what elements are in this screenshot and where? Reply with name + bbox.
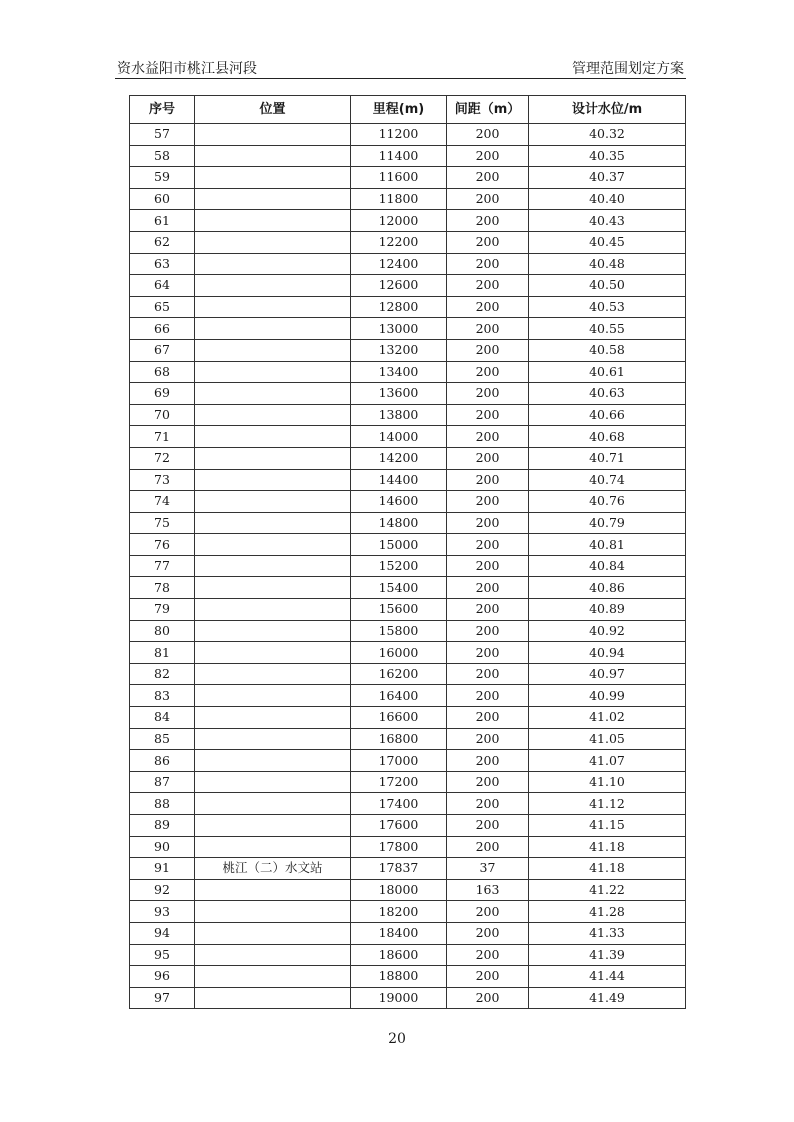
cell-location — [195, 339, 351, 361]
header-section-title: 管理范围划定方案 — [572, 61, 684, 77]
cell-location — [195, 210, 351, 232]
cell-spacing: 200 — [447, 771, 529, 793]
cell-water-level: 40.84 — [529, 555, 686, 577]
cell-water-level: 40.40 — [529, 188, 686, 210]
cell-location — [195, 469, 351, 491]
cell-seq: 72 — [130, 447, 195, 469]
cell-water-level: 40.55 — [529, 318, 686, 340]
cell-water-level: 40.86 — [529, 577, 686, 599]
cell-seq: 91 — [130, 858, 195, 880]
cell-spacing: 200 — [447, 296, 529, 318]
cell-seq: 86 — [130, 750, 195, 772]
column-header-location: 位置 — [195, 96, 351, 124]
cell-seq: 80 — [130, 620, 195, 642]
cell-location — [195, 383, 351, 405]
cell-mileage: 14400 — [351, 469, 447, 491]
cell-location — [195, 620, 351, 642]
table-row — [130, 534, 686, 556]
cell-water-level: 40.61 — [529, 361, 686, 383]
table-row — [130, 404, 686, 426]
cell-mileage: 13400 — [351, 361, 447, 383]
table-row — [130, 555, 686, 577]
cell-water-level: 41.02 — [529, 707, 686, 729]
cell-seq: 93 — [130, 901, 195, 923]
cell-spacing: 200 — [447, 707, 529, 729]
cell-location — [195, 685, 351, 707]
water-level-table — [129, 95, 686, 1009]
cell-water-level: 40.68 — [529, 426, 686, 448]
cell-water-level: 40.92 — [529, 620, 686, 642]
cell-seq: 77 — [130, 555, 195, 577]
table-body — [130, 124, 686, 1009]
cell-seq: 82 — [130, 663, 195, 685]
cell-seq: 60 — [130, 188, 195, 210]
cell-seq: 59 — [130, 167, 195, 189]
cell-seq: 83 — [130, 685, 195, 707]
cell-mileage: 14800 — [351, 512, 447, 534]
cell-mileage: 11200 — [351, 124, 447, 146]
cell-seq: 96 — [130, 966, 195, 988]
cell-water-level: 41.33 — [529, 922, 686, 944]
cell-mileage: 18400 — [351, 922, 447, 944]
cell-seq: 85 — [130, 728, 195, 750]
cell-location — [195, 707, 351, 729]
cell-spacing: 200 — [447, 836, 529, 858]
cell-spacing: 200 — [447, 577, 529, 599]
cell-location — [195, 253, 351, 275]
table-row — [130, 275, 686, 297]
cell-spacing: 200 — [447, 534, 529, 556]
table-row — [130, 879, 686, 901]
cell-water-level: 40.74 — [529, 469, 686, 491]
cell-spacing: 200 — [447, 383, 529, 405]
cell-location — [195, 188, 351, 210]
cell-water-level: 40.48 — [529, 253, 686, 275]
cell-water-level: 41.18 — [529, 836, 686, 858]
cell-spacing: 200 — [447, 145, 529, 167]
cell-spacing: 200 — [447, 339, 529, 361]
cell-location — [195, 750, 351, 772]
cell-spacing: 200 — [447, 555, 529, 577]
cell-location — [195, 599, 351, 621]
cell-water-level: 40.66 — [529, 404, 686, 426]
cell-mileage: 17400 — [351, 793, 447, 815]
cell-location — [195, 404, 351, 426]
cell-mileage: 18600 — [351, 944, 447, 966]
cell-seq: 95 — [130, 944, 195, 966]
cell-spacing: 200 — [447, 685, 529, 707]
cell-seq: 84 — [130, 707, 195, 729]
cell-seq: 69 — [130, 383, 195, 405]
cell-spacing: 200 — [447, 987, 529, 1009]
cell-location — [195, 275, 351, 297]
table-row — [130, 685, 686, 707]
cell-seq: 66 — [130, 318, 195, 340]
table-row — [130, 167, 686, 189]
cell-water-level: 40.76 — [529, 491, 686, 513]
cell-seq: 78 — [130, 577, 195, 599]
cell-location — [195, 145, 351, 167]
cell-location — [195, 836, 351, 858]
cell-mileage: 15600 — [351, 599, 447, 621]
cell-location — [195, 426, 351, 448]
cell-seq: 57 — [130, 124, 195, 146]
cell-location — [195, 815, 351, 837]
table-row — [130, 491, 686, 513]
cell-mileage: 11600 — [351, 167, 447, 189]
cell-water-level: 41.10 — [529, 771, 686, 793]
cell-water-level: 41.44 — [529, 966, 686, 988]
cell-seq: 75 — [130, 512, 195, 534]
cell-water-level: 40.32 — [529, 124, 686, 146]
cell-mileage: 17837 — [351, 858, 447, 880]
cell-location — [195, 577, 351, 599]
cell-seq: 90 — [130, 836, 195, 858]
cell-spacing: 200 — [447, 361, 529, 383]
cell-location — [195, 793, 351, 815]
cell-location — [195, 901, 351, 923]
cell-mileage: 12000 — [351, 210, 447, 232]
cell-mileage: 13200 — [351, 339, 447, 361]
table-row — [130, 707, 686, 729]
table-row — [130, 426, 686, 448]
column-header-seq: 序号 — [130, 96, 195, 124]
page-header — [115, 56, 686, 79]
cell-seq: 87 — [130, 771, 195, 793]
cell-water-level: 41.12 — [529, 793, 686, 815]
cell-seq: 64 — [130, 275, 195, 297]
cell-mileage: 13800 — [351, 404, 447, 426]
table-row — [130, 858, 686, 880]
table-row — [130, 469, 686, 491]
cell-location — [195, 447, 351, 469]
table-row — [130, 836, 686, 858]
cell-spacing: 200 — [447, 275, 529, 297]
cell-spacing: 200 — [447, 512, 529, 534]
cell-water-level: 41.28 — [529, 901, 686, 923]
header-document-title: 资水益阳市桃江县河段 — [117, 61, 257, 77]
cell-seq: 68 — [130, 361, 195, 383]
table-row — [130, 210, 686, 232]
cell-seq: 94 — [130, 922, 195, 944]
cell-spacing: 37 — [447, 858, 529, 880]
cell-spacing: 200 — [447, 426, 529, 448]
cell-spacing: 200 — [447, 944, 529, 966]
cell-location — [195, 922, 351, 944]
cell-mileage: 16600 — [351, 707, 447, 729]
cell-mileage: 16200 — [351, 663, 447, 685]
table-row — [130, 361, 686, 383]
cell-spacing: 200 — [447, 210, 529, 232]
cell-water-level: 40.35 — [529, 145, 686, 167]
cell-spacing: 200 — [447, 620, 529, 642]
cell-mileage: 14600 — [351, 491, 447, 513]
table-row — [130, 944, 686, 966]
cell-spacing: 200 — [447, 124, 529, 146]
table-row — [130, 339, 686, 361]
cell-mileage: 18000 — [351, 879, 447, 901]
cell-mileage: 17200 — [351, 771, 447, 793]
cell-spacing: 200 — [447, 663, 529, 685]
cell-spacing: 200 — [447, 469, 529, 491]
cell-mileage: 17800 — [351, 836, 447, 858]
cell-location — [195, 534, 351, 556]
cell-location — [195, 987, 351, 1009]
cell-water-level: 41.07 — [529, 750, 686, 772]
cell-mileage: 17600 — [351, 815, 447, 837]
cell-water-level: 40.50 — [529, 275, 686, 297]
cell-seq: 70 — [130, 404, 195, 426]
column-header-spacing: 间距（m） — [447, 96, 529, 124]
cell-mileage: 18200 — [351, 901, 447, 923]
table-row — [130, 145, 686, 167]
cell-location — [195, 966, 351, 988]
cell-seq: 73 — [130, 469, 195, 491]
cell-water-level: 40.37 — [529, 167, 686, 189]
cell-mileage: 18800 — [351, 966, 447, 988]
cell-mileage: 12800 — [351, 296, 447, 318]
cell-location — [195, 491, 351, 513]
cell-location — [195, 512, 351, 534]
cell-mileage: 15400 — [351, 577, 447, 599]
cell-mileage: 16000 — [351, 642, 447, 664]
cell-water-level: 40.63 — [529, 383, 686, 405]
table-row — [130, 318, 686, 340]
table-row — [130, 728, 686, 750]
table-row — [130, 447, 686, 469]
cell-mileage: 19000 — [351, 987, 447, 1009]
cell-location — [195, 879, 351, 901]
table-row — [130, 620, 686, 642]
table-row — [130, 124, 686, 146]
cell-mileage: 13600 — [351, 383, 447, 405]
cell-mileage: 11400 — [351, 145, 447, 167]
column-header-mileage: 里程(m) — [351, 96, 447, 124]
cell-mileage: 15000 — [351, 534, 447, 556]
cell-seq: 67 — [130, 339, 195, 361]
table-row — [130, 512, 686, 534]
cell-mileage: 14000 — [351, 426, 447, 448]
column-header-design-water-level: 设计水位/m — [529, 96, 686, 124]
cell-seq: 63 — [130, 253, 195, 275]
table-row — [130, 577, 686, 599]
cell-water-level: 40.89 — [529, 599, 686, 621]
cell-mileage: 12200 — [351, 231, 447, 253]
table-row — [130, 599, 686, 621]
table-row — [130, 383, 686, 405]
cell-location — [195, 555, 351, 577]
cell-spacing: 200 — [447, 491, 529, 513]
cell-water-level: 41.15 — [529, 815, 686, 837]
cell-seq: 97 — [130, 987, 195, 1009]
cell-location — [195, 663, 351, 685]
cell-water-level: 40.53 — [529, 296, 686, 318]
cell-location — [195, 944, 351, 966]
cell-location: 桃江（二）水文站 — [195, 858, 351, 880]
cell-mileage: 15800 — [351, 620, 447, 642]
cell-seq: 89 — [130, 815, 195, 837]
cell-location — [195, 296, 351, 318]
table-row — [130, 231, 686, 253]
cell-location — [195, 771, 351, 793]
table-row — [130, 922, 686, 944]
cell-seq: 71 — [130, 426, 195, 448]
cell-spacing: 200 — [447, 642, 529, 664]
cell-water-level: 41.49 — [529, 987, 686, 1009]
cell-location — [195, 728, 351, 750]
table-row — [130, 815, 686, 837]
cell-spacing: 200 — [447, 404, 529, 426]
cell-spacing: 200 — [447, 188, 529, 210]
cell-seq: 81 — [130, 642, 195, 664]
cell-water-level: 41.05 — [529, 728, 686, 750]
cell-seq: 65 — [130, 296, 195, 318]
cell-seq: 79 — [130, 599, 195, 621]
cell-spacing: 200 — [447, 750, 529, 772]
cell-location — [195, 361, 351, 383]
cell-spacing: 200 — [447, 793, 529, 815]
page-number: 20 — [388, 1031, 406, 1047]
cell-mileage: 16400 — [351, 685, 447, 707]
cell-water-level: 40.79 — [529, 512, 686, 534]
cell-mileage: 12600 — [351, 275, 447, 297]
cell-seq: 88 — [130, 793, 195, 815]
cell-spacing: 200 — [447, 231, 529, 253]
table-row — [130, 188, 686, 210]
cell-water-level: 40.45 — [529, 231, 686, 253]
cell-spacing: 200 — [447, 167, 529, 189]
table-row — [130, 750, 686, 772]
table-header-row — [130, 96, 686, 124]
cell-location — [195, 642, 351, 664]
cell-seq: 58 — [130, 145, 195, 167]
cell-mileage: 16800 — [351, 728, 447, 750]
cell-spacing: 163 — [447, 879, 529, 901]
table-row — [130, 793, 686, 815]
cell-water-level: 40.81 — [529, 534, 686, 556]
cell-water-level: 41.18 — [529, 858, 686, 880]
cell-spacing: 200 — [447, 815, 529, 837]
cell-mileage: 11800 — [351, 188, 447, 210]
cell-water-level: 41.22 — [529, 879, 686, 901]
table-row — [130, 966, 686, 988]
cell-seq: 92 — [130, 879, 195, 901]
cell-water-level: 40.94 — [529, 642, 686, 664]
cell-location — [195, 124, 351, 146]
cell-spacing: 200 — [447, 922, 529, 944]
cell-water-level: 41.39 — [529, 944, 686, 966]
cell-water-level: 40.58 — [529, 339, 686, 361]
cell-spacing: 200 — [447, 901, 529, 923]
cell-mileage: 13000 — [351, 318, 447, 340]
cell-spacing: 200 — [447, 447, 529, 469]
cell-water-level: 40.97 — [529, 663, 686, 685]
table-row — [130, 253, 686, 275]
cell-location — [195, 167, 351, 189]
cell-water-level: 40.43 — [529, 210, 686, 232]
cell-water-level: 40.71 — [529, 447, 686, 469]
cell-mileage: 14200 — [351, 447, 447, 469]
table-row — [130, 771, 686, 793]
table-row — [130, 663, 686, 685]
table-row — [130, 901, 686, 923]
cell-spacing: 200 — [447, 966, 529, 988]
cell-mileage: 15200 — [351, 555, 447, 577]
cell-seq: 76 — [130, 534, 195, 556]
table-row — [130, 987, 686, 1009]
cell-spacing: 200 — [447, 728, 529, 750]
cell-seq: 74 — [130, 491, 195, 513]
cell-spacing: 200 — [447, 318, 529, 340]
cell-seq: 62 — [130, 231, 195, 253]
cell-spacing: 200 — [447, 253, 529, 275]
table-row — [130, 642, 686, 664]
cell-seq: 61 — [130, 210, 195, 232]
cell-water-level: 40.99 — [529, 685, 686, 707]
cell-location — [195, 231, 351, 253]
cell-mileage: 12400 — [351, 253, 447, 275]
table-row — [130, 296, 686, 318]
cell-spacing: 200 — [447, 599, 529, 621]
cell-location — [195, 318, 351, 340]
cell-mileage: 17000 — [351, 750, 447, 772]
